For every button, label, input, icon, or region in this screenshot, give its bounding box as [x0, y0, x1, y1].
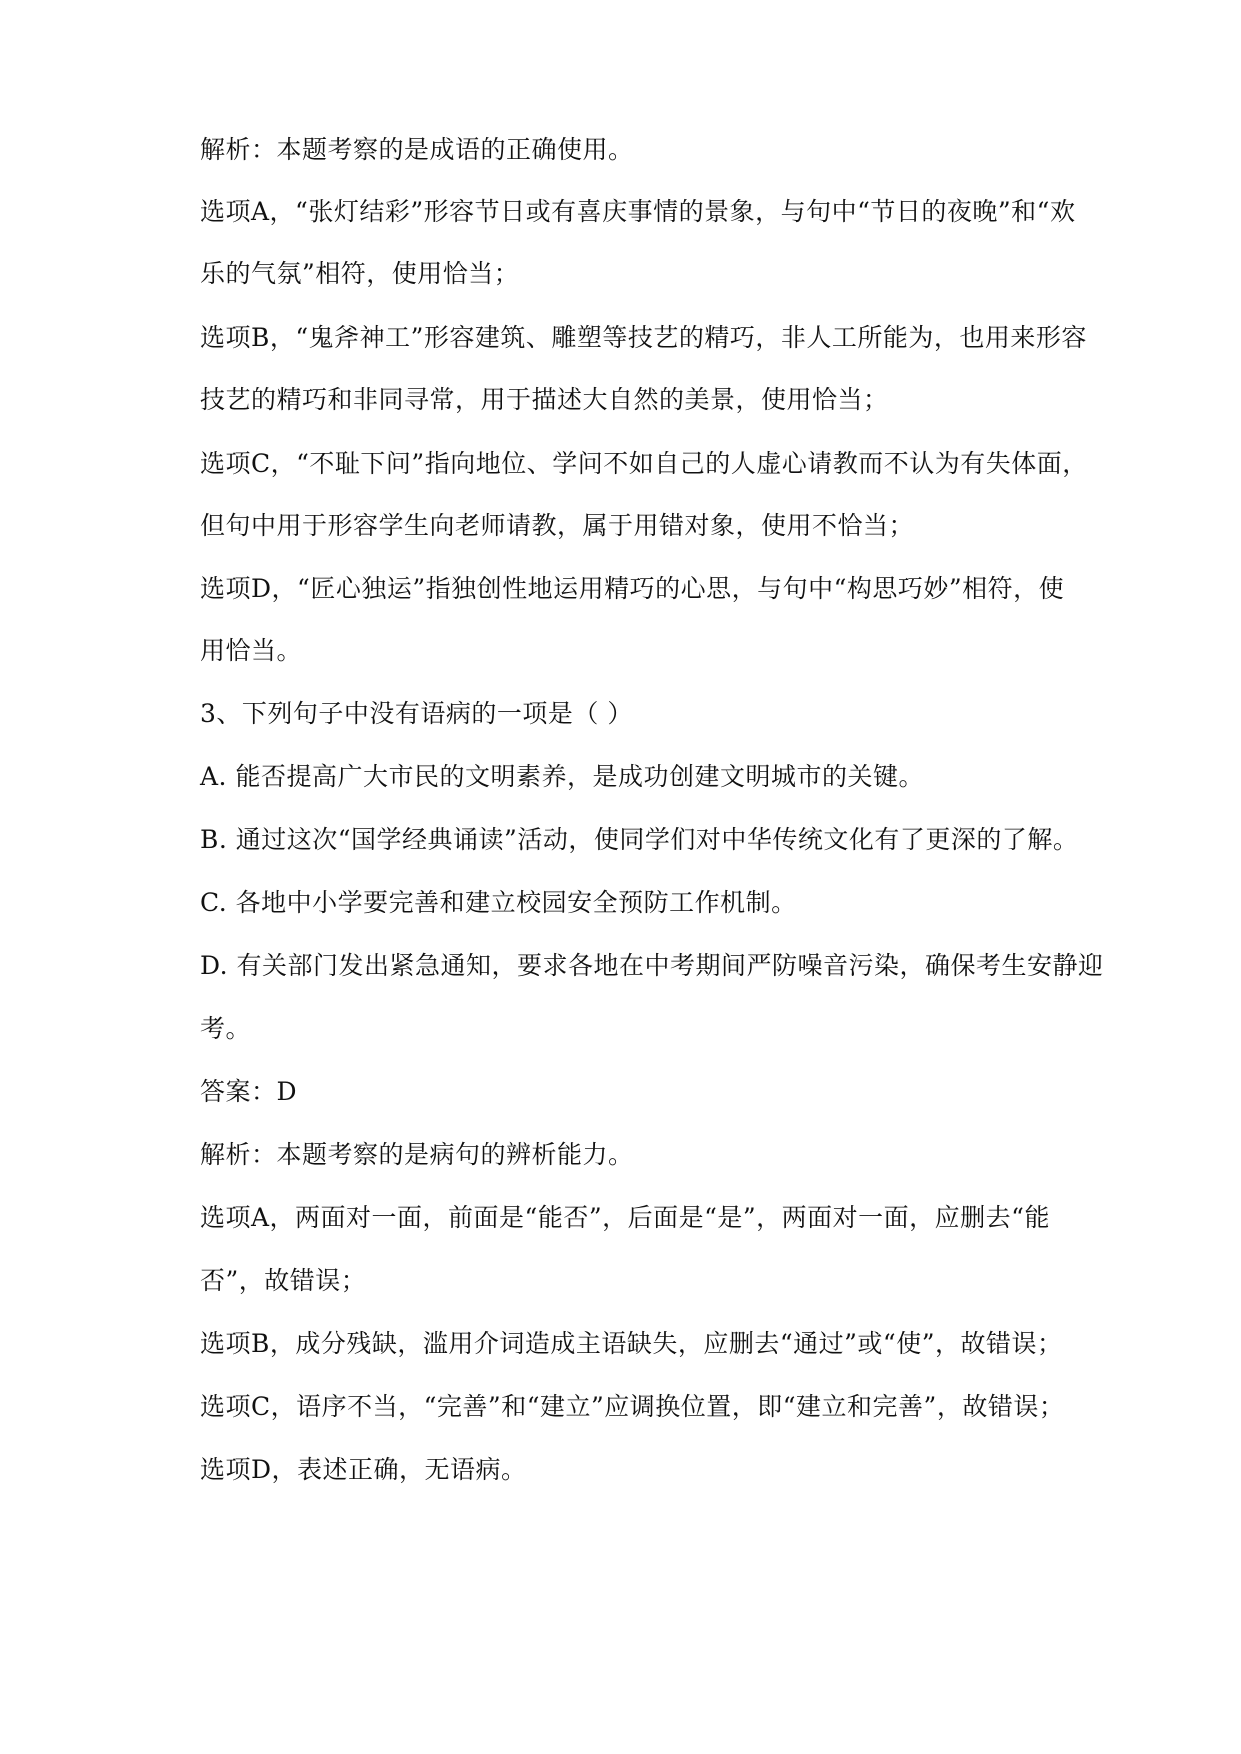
text-line: 选项C，“不耻下问”指向地位、学问不如自己的人虚心请教而不认为有失体面， — [200, 449, 1088, 478]
option-d-continued: 考。 — [200, 1014, 252, 1043]
text-line: 技艺的精巧和非同寻常，用于描述大自然的美景，使用恰当； — [200, 385, 889, 414]
text-line: 选项B，“鬼斧神工”形容建筑、雕塑等技艺的精巧，非人工所能为，也用来形容 — [200, 323, 1087, 352]
question-stem: 3、下列句子中没有语病的一项是（ ） — [200, 699, 633, 728]
explanation-heading: 解析：本题考察的是病句的辨析能力。 — [200, 1140, 634, 1169]
option-d: D. 有关部门发出紧急通知，要求各地在中考期间严防噪音污染，确保考生安静迎 — [200, 951, 1104, 980]
text-line: 选项B，成分残缺，滥用介词造成主语缺失，应删去“通过”或“使”，故错误； — [200, 1329, 1063, 1358]
text-line: 乐的气氛”相符，使用恰当； — [200, 259, 520, 288]
text-line: 选项A，“张灯结彩”形容节日或有喜庆事情的景象，与句中“节日的夜晚”和“欢 — [200, 197, 1076, 226]
text-line: 解析：本题考察的是成语的正确使用。 — [200, 135, 634, 164]
option-b: B. 通过这次“国学经典诵读”活动，使同学们对中华传统文化有了更深的了解。 — [200, 825, 1079, 854]
text-line: 但句中用于形容学生向老师请教，属于用错对象，使用不恰当； — [200, 511, 915, 540]
text-line: 用恰当。 — [200, 636, 303, 665]
text-line: 选项A，两面对一面，前面是“能否”，后面是“是”，两面对一面，应删去“能 — [200, 1203, 1050, 1232]
answer: 答案：D — [200, 1077, 298, 1106]
option-c: C. 各地中小学要完善和建立校园安全预防工作机制。 — [200, 888, 797, 917]
text-line: 选项D，“匠心独运”指独创性地运用精巧的心思，与句中“构思巧妙”相符，使 — [200, 574, 1065, 603]
text-line: 选项C，语序不当，“完善”和“建立”应调换位置，即“建立和完善”，故错误； — [200, 1392, 1065, 1421]
text-line: 否”，故错误； — [200, 1266, 367, 1295]
text-line: 选项D，表述正确，无语病。 — [200, 1455, 527, 1484]
option-a: A. 能否提高广大市民的文明素养，是成功创建文明城市的关键。 — [200, 762, 924, 791]
